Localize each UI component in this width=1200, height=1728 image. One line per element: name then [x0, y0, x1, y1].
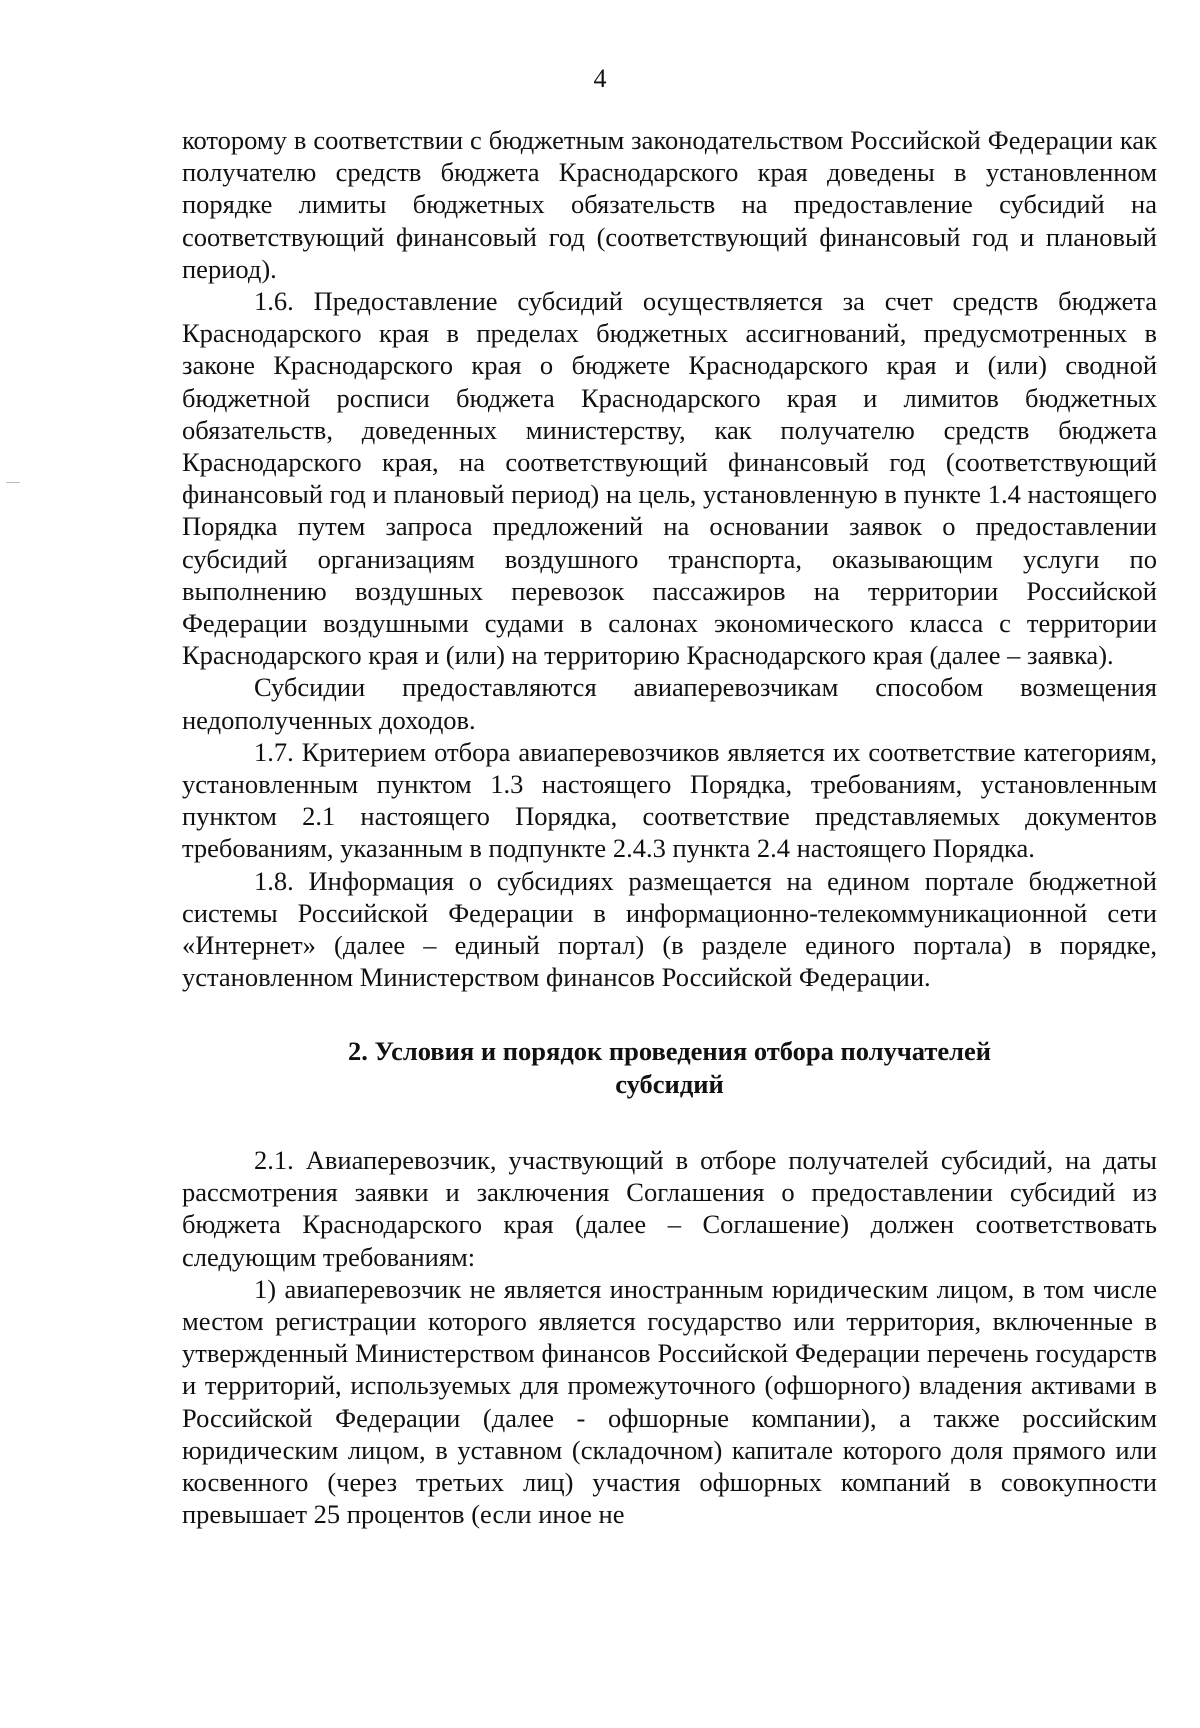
paragraph-2-1: 2.1. Авиаперевозчик, участвующий в отборе получателей субсидий, на даты рассмотрения заявки и заключения Соглашения о предоставлении субсидий из бюджета Краснодарского края (далее – Соглашение) должен соответствовать следующим требованиям:: [182, 1144, 1157, 1272]
paragraph-continuation: которому в соответствии с бюджетным законодательством Российской Федерации как получателю средств бюджета Краснодарского края доведены в установленном порядке лимиты бюджетных обязательств на предоставление субсидий на соответствующий финансовый год (соответствующий финансовый год и плановый период).: [182, 125, 1157, 284]
paragraph-1-6: 1.6. Предоставление субсидий осуществляется за счет средств бюджета Краснодарского края в пределах бюджетных ассигнований, предусмотренных в законе Краснодарского края о бюджете Краснодарского края и (или) сводной бюджетной росписи бюджета Краснодарского края и лимитов бюджетных обязательств, доведенных министерству, как получателю средств бюджета Краснодарского края, на соответствующий финансовый год (соответствующий финансовый год и плановый период) на цель, установленную в пункте 1.4 настоящего Порядка путем запроса предложений на основании заявок о предоставлении субсидий организациям воздушного транспорта, оказывающим услуги по выполнению воздушных перевозок пассажиров на территории Российской Федерации воздушными судами в салонах экономического класса с территории Краснодарского края и (или) на территорию Краснодарского края (далее – заявка).: [182, 286, 1157, 671]
page-number: 4: [593, 64, 607, 93]
paragraph-requirement-1: 1) авиаперевозчик не является иностранным юридическим лицом, в том числе местом регистрации которого является государство или территория, включенные в утвержденный Министерством финансов Российской Федерации перечень государств и территорий, используемых для промежуточного (офшорного) владения активами в Российской Федерации (далее - офшорные компании), а также российским юридическим лицом, в уставном (складочном) капитале которого доля прямого или косвенного (через третьих лиц) участия офшорных компаний в совокупности превышает 25 процентов (если иное не: [182, 1273, 1157, 1530]
section-heading-line-2: субсидий: [615, 1068, 724, 1099]
section-heading: [182, 1035, 1157, 1099]
paragraph-1-8: 1.8. Информация о субсидиях размещается на едином портале бюджетной системы Российской Федерации в информационно-телекоммуникационной сети «Интернет» (далее – единый портал) (в разделе единого портала) в порядке, установленном Министерством финансов Российской Федерации.: [182, 865, 1157, 993]
paragraph-1-7: 1.7. Критерием отбора авиаперевозчиков является их соответствие категориям, установленным пунктом 1.3 настоящего Порядка, требованиям, установленным пунктом 2.1 настоящего Порядка, соответствие представляемых документов требованиям, указанным в подпункте 2.4.3 пункта 2.4 настоящего Порядка.: [182, 736, 1157, 864]
scan-edge-mark: [6, 482, 20, 483]
paragraph-subsidies-method: Субсидии предоставляются авиаперевозчикам способом возмещения недополученных доходов.: [182, 672, 1157, 735]
section-heading-line-1: 2. Условия и порядок проведения отбора получателей: [347, 1036, 992, 1067]
document-body: [182, 124, 1157, 1530]
